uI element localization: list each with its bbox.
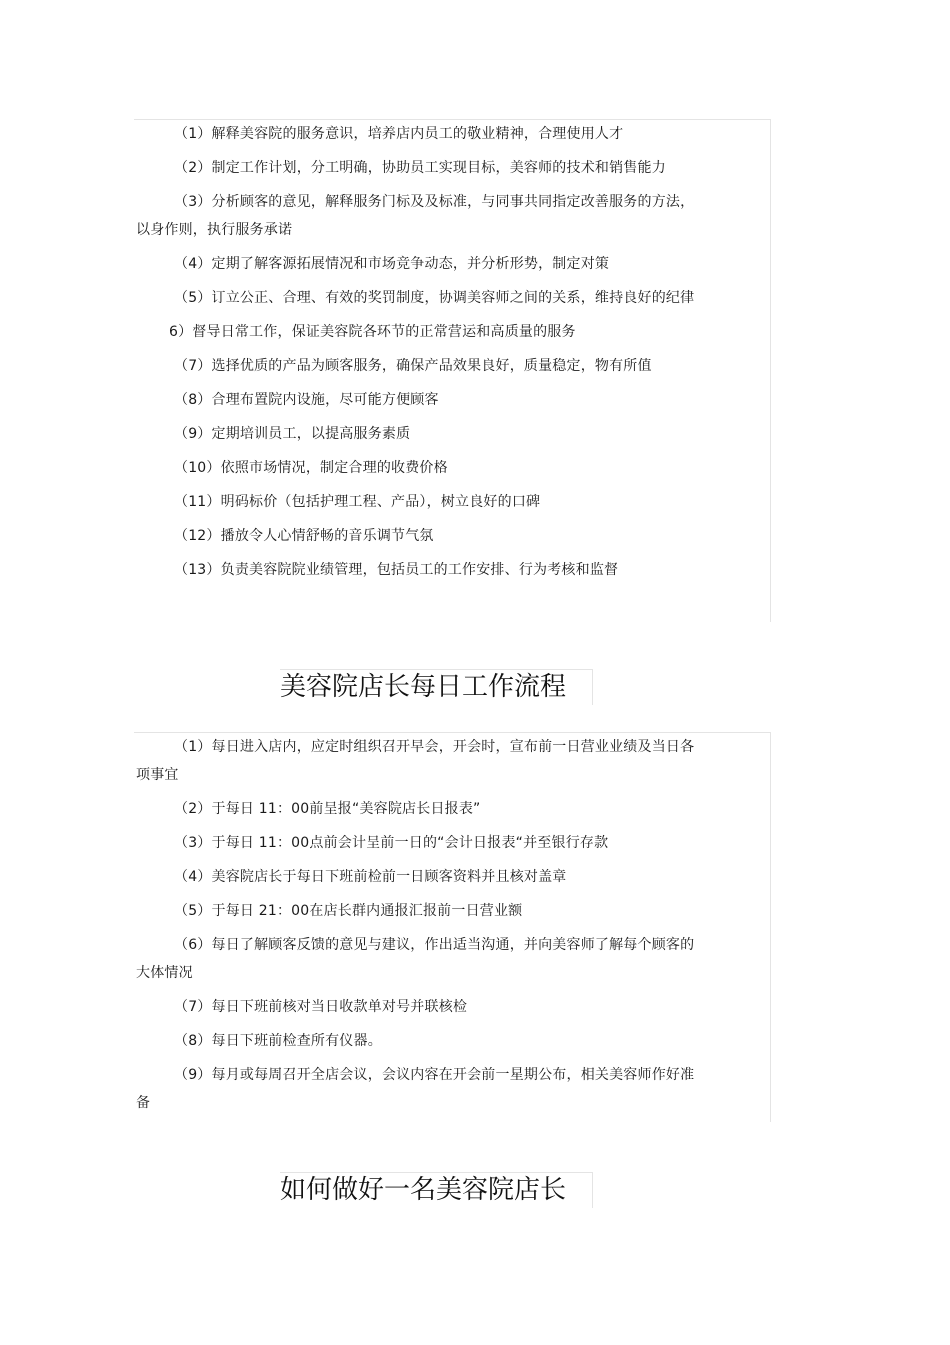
section-heading-good-manager: 如何做好一名美容院店长 bbox=[280, 1172, 593, 1208]
duty-item-7: （7）选择优质的产品为顾客服务，确保产品效果良好，质量稳定，物有所值 bbox=[174, 358, 652, 374]
workflow-item-3: （3）于每日 11：00点前会计呈前一日的“会计日报表“并至银行存款 bbox=[174, 835, 609, 851]
workflow-item-2: （2）于每日 11：00前呈报“美容院店长日报表” bbox=[174, 801, 481, 817]
workflow-item-5: （5）于每日 21：00在店长群内通报汇报前一日营业额 bbox=[174, 903, 523, 919]
workflow-item-7: （7）每日下班前核对当日收款单对号并联核检 bbox=[174, 999, 468, 1015]
daily-workflow-section bbox=[134, 732, 771, 1122]
duty-item-4: （4）定期了解客源拓展情况和市场竞争动态，并分析形势，制定对策 bbox=[174, 256, 610, 272]
duty-item-3: （3）分析顾客的意见，解释服务门标及及标准，与同事共同指定改善服务的方法，以身作则，执行服务承诺 bbox=[136, 194, 695, 238]
duty-item-12: （12）播放令人心情舒畅的音乐调节气氛 bbox=[174, 528, 434, 544]
workflow-item-6: （6）每日了解顾客反馈的意见与建议，作出适当沟通，并向美容师了解每个顾客的大体情况 bbox=[136, 937, 695, 981]
duty-item-6: 6）督导日常工作，保证美容院各环节的正常营运和高质量的服务 bbox=[169, 324, 576, 340]
duty-item-13: （13）负责美容院院业绩管理，包括员工的工作安排、行为考核和监督 bbox=[174, 562, 619, 578]
duty-item-10: （10）依照市场情况，制定合理的收费价格 bbox=[174, 460, 448, 476]
workflow-item-1: （1）每日进入店内，应定时组织召开早会，开会时，宣布前一日营业业绩及当日各项事宜 bbox=[136, 739, 695, 783]
workflow-item-8: （8）每日下班前检查所有仪器。 bbox=[174, 1033, 382, 1049]
workflow-item-9: （9）每月或每周召开全店会议，会议内容在开会前一星期公布，相关美容师作好准备 bbox=[136, 1067, 695, 1111]
duty-item-8: （8）合理布置院内设施，尽可能方便顾客 bbox=[174, 392, 439, 408]
duty-item-9: （9）定期培训员工，以提高服务素质 bbox=[174, 426, 411, 442]
duty-item-11: （11）明码标价（包括护理工程、产品），树立良好的口碑 bbox=[174, 494, 541, 510]
workflow-item-4: （4）美容院店长于每日下班前检前一日顾客资料并且核对盖章 bbox=[174, 869, 567, 885]
duty-item-2: （2）制定工作计划，分工明确，协助员工实现目标，美容师的技术和销售能力 bbox=[174, 160, 666, 176]
duties-section bbox=[134, 119, 771, 622]
duty-item-1: （1）解释美容院的服务意识，培养店内员工的敬业精神，合理使用人才 bbox=[174, 126, 624, 142]
section-heading-daily-workflow: 美容院店长每日工作流程 bbox=[280, 669, 593, 705]
duty-item-5: （5）订立公正、合理、有效的奖罚制度，协调美容师之间的关系，维持良好的纪律 bbox=[174, 290, 695, 306]
